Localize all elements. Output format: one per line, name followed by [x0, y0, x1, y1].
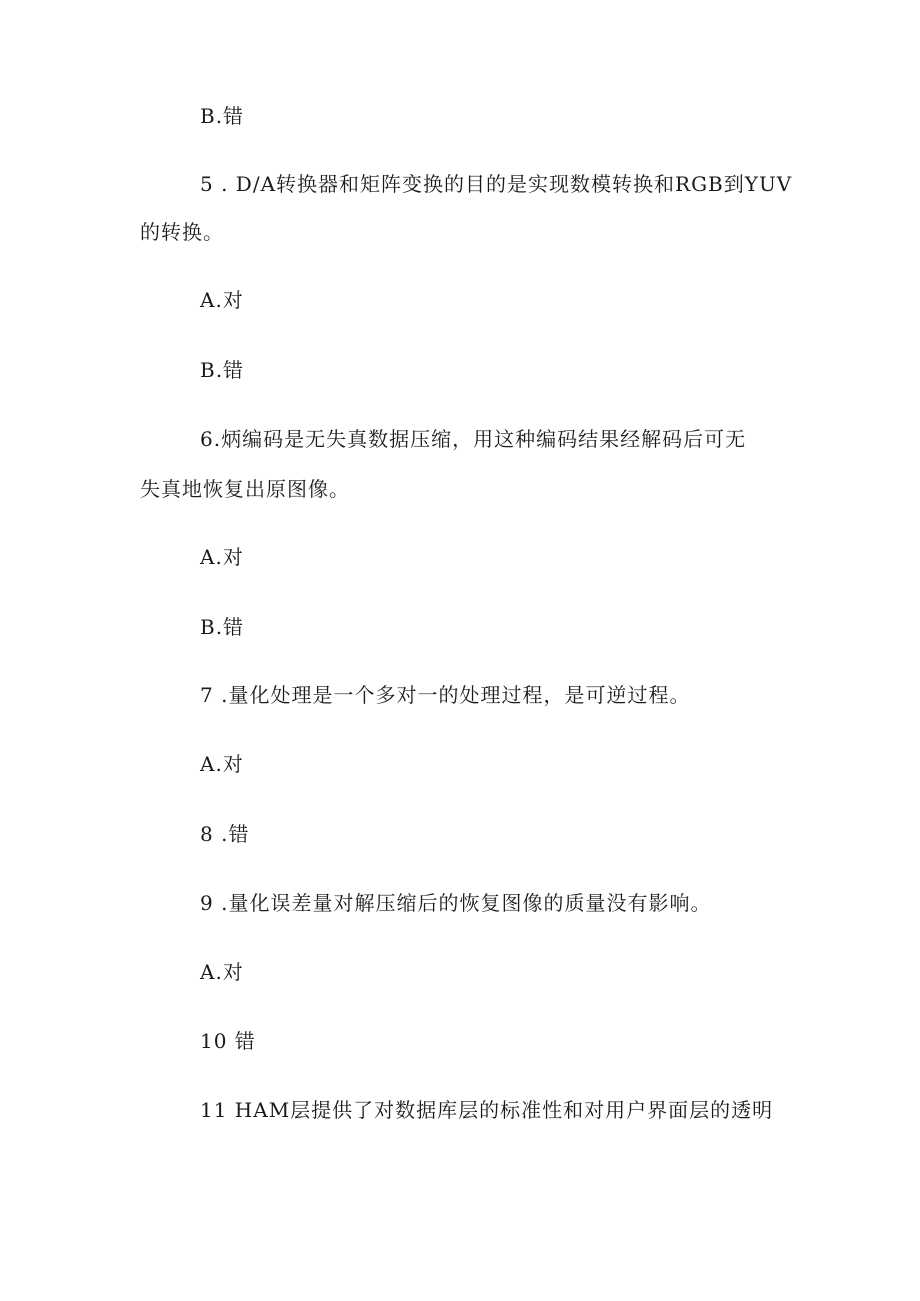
q5-question-line-1: 5 . D/A转换器和矩阵变换的目的是实现数模转换和RGB到YUV	[200, 172, 793, 196]
q9-option-b: 10 错	[200, 1029, 256, 1053]
q7-question: 7 .量化处理是一个多对一的处理过程，是可逆过程。	[200, 683, 691, 707]
q5-question-line-2: 的转换。	[140, 220, 224, 244]
q5-option-b: B.错	[200, 358, 245, 382]
q6-option-b: B.错	[200, 615, 245, 639]
q9-option-a: A.对	[200, 960, 244, 984]
q7-option-a: A.对	[200, 752, 244, 776]
q7-option-b: 8 .错	[200, 822, 250, 846]
q9-question: 9 .量化误差量对解压缩后的恢复图像的质量没有影响。	[200, 891, 712, 915]
q11-question-line-1: 11 HAM层提供了对数据库层的标准性和对用户界面层的透明	[200, 1098, 774, 1122]
q4-option-b: B.错	[200, 104, 245, 128]
q5-option-a: A.对	[200, 288, 244, 312]
q6-question-line-2: 失真地恢复出原图像。	[140, 477, 350, 501]
q6-question-line-1: 6.炳编码是无失真数据压缩，用这种编码结果经解码后可无	[200, 427, 747, 451]
q6-option-a: A.对	[200, 545, 244, 569]
